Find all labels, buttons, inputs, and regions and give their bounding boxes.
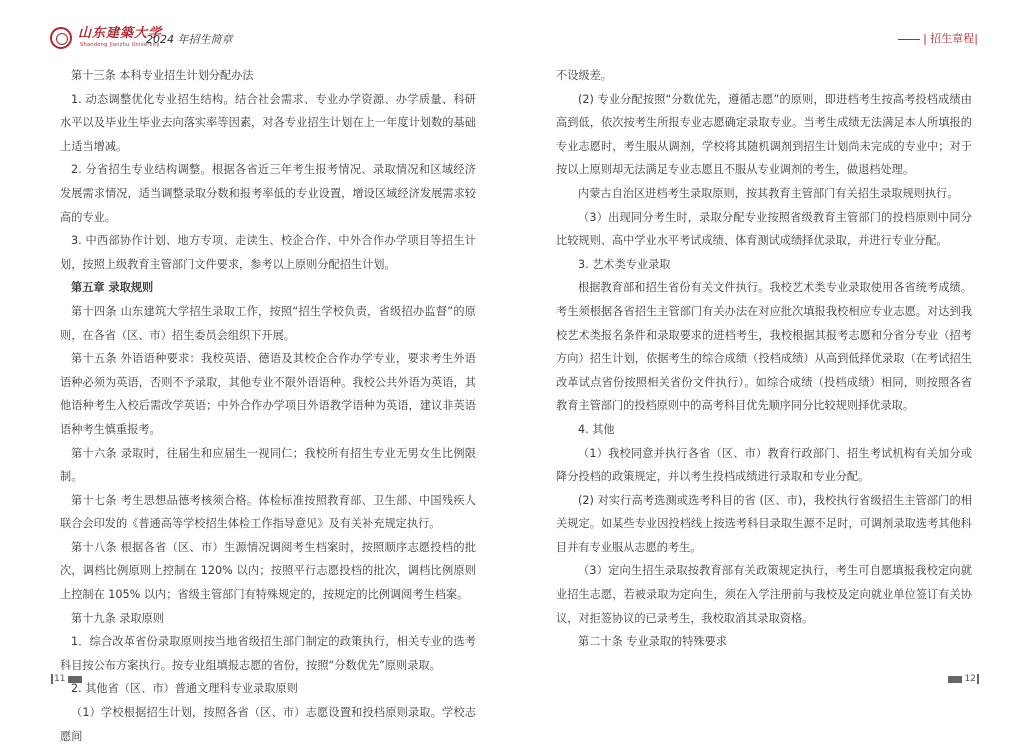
paragraph: 3. 中西部协作计划、地方专项、走读生、校企合作、中外合作办学项目等招生计划，按照上级教育主管部门文件要求，参考以上原则分配招生计划。 [60,234,476,271]
paragraph: (2) 对实行高考选测或选考科目的省 (区、市)，我校执行省级招生主管部门的相关规定。如某些专业因投档线上按选考科目录取生源不足时，可调剂录取选考其他科目并有专业服从志愿的考生。 [556,493,972,554]
paragraph: 1．综合改革省份录取原则按当地省级招生部门制定的政策执行，相关专业的选考科目按公布方案执行。按专业组填报志愿的省份，按照“分数优先”原则录取。 [60,635,476,672]
paragraph: 第十三条 本科专业招生计划分配办法 [71,69,254,82]
footer-bar-icon [51,674,53,684]
paragraph: （1）我校同意并执行各省（区、市）教育行政部门、招生考试机构有关加分或降分投档的政策规定，并以考生投档成绩进行录取和专业分配。 [556,446,972,484]
paragraph: （3）定向生招生录取按教育部有关政策规定执行，考生可自愿填报我校定向就业招生志愿，若被录取为定向生，须在入学注册前与我校及定向就业单位签订有关协议，对拒签协议的已录考生，我校取消其录取资格。 [556,564,972,625]
paragraph: 第二十条 专业录取的特殊要求 [578,635,727,649]
footer-block-icon [68,676,82,683]
chapter-tag-label: 招生章程 [930,32,975,45]
right-page-number: 12 [964,674,976,684]
left-column [60,64,476,748]
left-page-footer [50,674,85,684]
chapter-heading: 第五章 录取规则 [71,281,154,295]
paragraph: 根据教育部和招生省份有关文件执行。我校艺术类专业录取使用各省统考成绩。考生须根据各省招生主管部门有关办法在对应批次填报我校相应专业志愿。对达到我校艺术类报名条件和录取要求的进档考生，我校根据其报考志愿和分省分专业（招考方向）招生计划，依据考生的综合成绩（投档成绩）从高到低择优录取（在考试招生改革试点省份按照相关省份文件执行）。如综合成绩（投档成绩）相同，则按照各省教育主管部门的投档原则中的高考科目优先顺序同分比较规则择优录取。 [556,281,972,413]
paragraph: 4. 其他 [578,422,615,436]
chapter-tag-rule [898,39,920,40]
left-page-number: 11 [54,674,66,684]
paragraph: 不设级差。 [556,69,612,82]
page-header [0,0,1024,60]
paragraph: 第十九条 录取原则 [71,611,165,625]
paragraph: （1）学校根据招生计划，按照各省（区、市）志愿设置和投档原则录取。学校志愿间 [60,706,476,743]
footer-block-icon [948,676,962,683]
right-page-footer [945,674,980,684]
paragraph: (2) 专业分配按照“分数优先，遵循志愿”的原则，即进档考生按高考投档成绩由高到低，依次按考生所报专业志愿确定录取专业。当考生成绩无法满足本人所填报的专业志愿时，考生服从调剂，学校将其随机调剂到招生计划尚未完成的专业中；对于按以上原则却无法满足专业志愿且不服从专业调剂的考生，做退档处理。 [556,92,972,177]
footer-bar-icon [977,674,979,684]
paragraph: 内蒙古自治区进档考生录取原则，按其教育主管部门有关招生录取规则执行。 [578,186,959,200]
paragraph: 第十七条 考生思想品德考核须合格。体检标准按照教育部、卫生部、中国残疾人联合会印发的《普通高等学校招生体检工作指导意见》及有关补充规定执行。 [60,493,476,531]
paragraph: 2. 分省招生专业结构调整。根据各省近三年考生报考情况、录取情况和区域经济发展需求情况，适当调整录取分数和报考率低的专业设置，增设区域经济发展需求较高的专业。 [60,163,476,224]
paragraph: 第十六条 录取时，往届生和应届生一视同仁；我校所有招生专业无男女生比例限制。 [60,446,476,484]
brochure-title: 2024 年招生简章 [146,33,233,46]
chapter-tag: | 招生章程| [898,30,978,46]
paragraph: 第十四条 山东建筑大学招生录取工作，按照“招生学校负责，省级招办监督”的原则，在各省（区、市）招生委员会组织下开展。 [60,304,476,342]
paragraph: 3. 艺术类专业录取 [578,257,671,271]
university-seal-logo [50,27,72,49]
paragraph: 第十五条 外语语种要求：我校英语、德语及其校企合作办学专业，要求考生外语语种必须为英语，否则不予录取，其他专业不限外语语种。我校公共外语为英语，其他语种考生入校后需改学英语；中外合作办学项目外语教学语种为英语，建议非英语语种考生慎重报考。 [60,352,476,436]
university-logo-text: 山东建築大学 [78,26,163,41]
university-logo-subtext: Shandong Jianzhu University [80,42,160,48]
paragraph: 第十八条 根据各省（区、市）生源情况调阅考生档案时，按照顺序志愿投档的批次，调档比例原则上控制在 120% 以内；按照平行志愿投档的批次，调档比例原则上控制在 105% 以内；省级主管部门有特殊规定的，按规定的比例调阅考生档案。 [60,540,476,602]
paragraph: 1. 动态调整优化专业招生结构。结合社会需求、专业办学资源、办学质量、科研水平以及毕业生毕业去向落实率等因素，对各专业招生计划在上一年度计划数的基础上适当增减。 [60,92,476,153]
paragraph: （3）出现同分考生时，录取分配专业按照省级教育主管部门的投档原则中同分比较规则、高中学业水平考试成绩、体育测试成绩择优录取，并进行专业分配。 [556,210,972,248]
right-column [556,64,972,654]
paragraph: 2. 其他省（区、市）普通文理科专业录取原则 [71,682,298,696]
